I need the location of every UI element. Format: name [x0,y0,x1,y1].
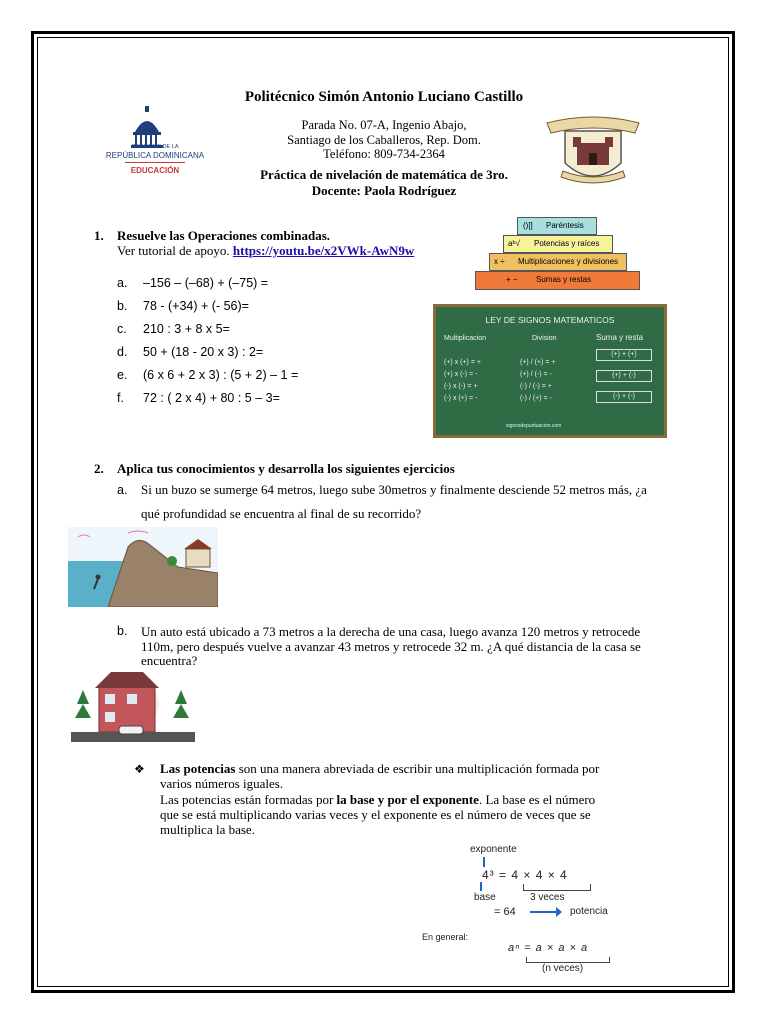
gov-divider [125,162,185,163]
gov-line-2: REPÚBLICA DOMINICANA [105,151,205,160]
section-2-title: Aplica tus conocimientos y desarrolla los siguientes ejercicios [117,461,455,476]
problem-b-line-3: encuentra? [141,653,198,668]
board-col-sum: Suma y resta [596,333,644,342]
address-line-1: Parada No. 07-A, Ingenio Abajo, [301,118,467,132]
practice-title: Práctica de nivelación de matemática de 3ro. [260,167,508,182]
pyramid-level-multiplication: x ÷ Multiplicaciones y divisiones [489,253,627,271]
problem-b-line-2: 110m, pero después vuelve a avanzar 43 metros y retrocede 32 m. ¿A qué distancia de la casa se [141,639,641,654]
label-veces: 3 veces [530,892,565,903]
exercise-e: e. (6 x 6 + 2 x 3) : (5 + 2) – 1 = [117,368,299,382]
diver-icon [68,527,218,607]
gov-line-1: GOBIERNO DE LA [131,144,179,150]
tutorial-prefix: Ver tutorial de apoyo. [117,243,230,258]
diver-cliff-illustration [68,527,218,607]
gov-line-3: EDUCACIÓN [130,166,180,175]
tutorial-link[interactable]: https://youtu.be/x2VWk-AwN9w [232,243,415,258]
label-exponente: exponente [470,844,517,855]
powers-line-2: varios números iguales. [160,776,284,791]
operations-hierarchy-pyramid [475,217,640,291]
house-car-illustration [71,668,195,746]
school-name: Politécnico Simón Antonio Luciano Castillo [244,89,524,105]
powers-line-4: que se está multiplicando varias veces y el exponente es el número de veces que se [160,807,591,822]
house-icon [71,668,195,746]
pyramid-level-powers: aᵇ√ Potencias y raíces [503,235,613,253]
problem-a-line-1: Si un buzo se sumerge 64 metros, luego sube 30metros y finalmente desciende 52 metros más, ¿a [141,482,647,497]
power-expression: 4³ = 4 × 4 × 4 [482,868,568,882]
bullet-icon: ❖ [134,762,145,776]
label-potencia: potencia [570,906,608,917]
label-base: base [474,892,496,903]
powers-line-3: Las potencias están formadas por la base y por el exponente. La base es el número [160,792,596,807]
address-line-2: Santiago de los Caballeros, Rep. Dom. [287,133,481,147]
exercise-c: c. 210 : 3 + 8 x 5= [117,322,230,336]
general-expression: aⁿ = a × a × a [508,942,589,954]
section-2-number: 2. [94,461,104,476]
teacher-name: Docente: Paola Rodríguez [311,183,457,198]
power-result: = 64 [494,906,516,918]
board-col-mult: Multiplicacion [444,335,487,342]
exercise-d: d. 50 + (18 - 20 x 3) : 2= [117,345,264,359]
exercise-f: f. 72 : ( 2 x 4) + 80 : 5 – 3= [117,391,280,405]
pyramid-level-addition: + − Sumas y restas [475,271,640,290]
problem-b-line-1: Un auto está ubicado a 73 metros a la derecha de una casa, luego avanza 120 metros y retrocede [141,624,641,639]
board-title: LEY DE SIGNOS MATEMATICOS [485,315,615,325]
board-footer: signosdepuntuacion.com [506,423,562,429]
section-1-title: Resuelve las Operaciones combinadas. [117,228,331,243]
board-div-rules: (+) / (+) = + (+) / (-) = - (-) / (-) = + (-) / (+) = - [520,359,556,402]
crest-emblem-icon [543,113,643,191]
signs-law-chalkboard [433,304,667,438]
exercise-a: a. –156 – (–68) + (–75) = [117,276,269,290]
school-crest [543,113,643,191]
label-n-veces: (n veces) [542,963,584,974]
powers-diagram [418,840,640,980]
problem-a-label: a. [117,483,128,497]
exercise-b: b. 78 - (+34) + (- 56)= [117,299,249,313]
arrow-exponent [483,857,485,867]
tutorial-line [117,243,414,259]
brace-veces [523,884,591,891]
problem-a-line-2: qué profundidad se encuentra al final de su recorrido? [141,506,422,521]
section-1-number: 1. [94,228,104,243]
government-education-logo [105,104,205,182]
phone: Teléfono: 809-734-2364 [323,147,445,161]
board-mult-rules: (+) x (+) = + (+) x (-) = - (-) x (-) = + (-) x (+) = - [444,359,481,402]
problem-b-label: b. [117,624,128,638]
board-sum-rules: (+) + (+) (+) + (-) (-) + (-) [596,349,652,403]
powers-line-5: multiplica la base. [160,822,255,837]
arrow-base [480,882,482,891]
powers-line-1: Las potencias son una manera abreviada de escribir una multiplicación formada por [160,761,600,776]
pyramid-level-parentheses: ()[] Paréntesis [517,217,597,235]
board-col-div: Division [532,335,557,342]
label-general: En general: [422,932,469,942]
arrow-head-icon [556,907,562,917]
